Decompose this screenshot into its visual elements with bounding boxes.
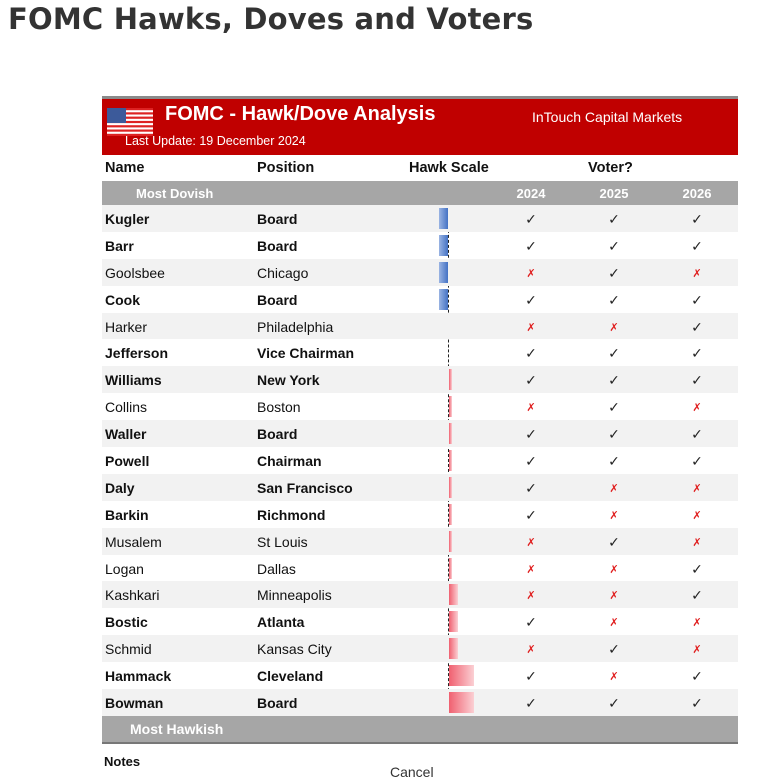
- member-position: New York: [257, 372, 320, 389]
- member-name: Kugler: [105, 211, 150, 227]
- member-position: Chairman: [257, 453, 322, 470]
- cross-icon: ✗: [526, 644, 536, 657]
- check-icon: ✓: [608, 264, 620, 281]
- cross-icon: ✗: [609, 563, 619, 576]
- hawk-bar: [449, 369, 452, 390]
- check-icon: ✓: [608, 453, 620, 470]
- dove-bar: [439, 208, 448, 229]
- cross-icon: ✗: [609, 482, 619, 495]
- check-icon: ✓: [608, 345, 620, 362]
- member-position: Kansas City: [257, 641, 332, 658]
- hawk-bar: [449, 396, 452, 417]
- last-update: Last Update: 19 December 2024: [125, 134, 306, 148]
- col-name: Name: [105, 160, 145, 176]
- check-icon: ✓: [691, 237, 703, 254]
- member-position: Board: [257, 695, 298, 712]
- cross-icon: ✗: [526, 267, 536, 280]
- table-row: [102, 447, 738, 474]
- brand-name: InTouch Capital Markets: [532, 109, 683, 125]
- cross-icon: ✗: [526, 563, 536, 576]
- member-position: Minneapolis: [257, 587, 332, 604]
- check-icon: ✓: [608, 291, 620, 308]
- table-row: [102, 689, 738, 716]
- hawk-bar: [449, 477, 452, 498]
- member-name: Logan: [105, 560, 144, 577]
- table-row: [102, 205, 738, 232]
- check-icon: ✓: [691, 560, 703, 577]
- member-name: Kashkari: [105, 587, 160, 604]
- column-headers: [102, 155, 738, 181]
- hawk-bar: [449, 665, 474, 686]
- check-icon: ✓: [608, 426, 620, 443]
- most-hawkish-label: Most Hawkish: [130, 720, 224, 737]
- year-2025: 2025: [599, 186, 629, 201]
- table-banner: [102, 96, 738, 155]
- member-position: Philadelphia: [257, 318, 334, 335]
- check-icon: ✓: [691, 453, 703, 470]
- table-row: [102, 501, 738, 528]
- check-icon: ✓: [608, 237, 620, 254]
- check-icon: ✓: [525, 372, 537, 389]
- member-name: Bowman: [105, 695, 164, 712]
- member-position: St Louis: [257, 533, 308, 550]
- member-position: Richmond: [257, 506, 326, 523]
- member-name: Hammack: [105, 668, 172, 685]
- member-position: Chicago: [257, 264, 309, 281]
- hawk-bar: [449, 692, 474, 713]
- check-icon: ✓: [525, 668, 537, 685]
- check-icon: ✓: [525, 614, 537, 631]
- table-row: [102, 366, 738, 393]
- table-row: [102, 555, 738, 582]
- table-row: [102, 393, 738, 420]
- check-icon: ✓: [525, 506, 537, 523]
- member-position: Vice Chairman: [257, 345, 355, 362]
- hawk-bar: [449, 558, 452, 579]
- member-name: Williams: [105, 372, 162, 389]
- check-icon: ✓: [691, 695, 703, 712]
- year-2026: 2026: [682, 186, 712, 201]
- cross-icon: ✗: [609, 590, 619, 603]
- check-icon: ✓: [525, 345, 537, 362]
- member-name: Daly: [105, 479, 135, 496]
- check-icon: ✓: [691, 372, 703, 389]
- cross-icon: ✗: [526, 536, 536, 549]
- us-flag-icon: [107, 108, 153, 136]
- check-icon: ✓: [608, 372, 620, 389]
- member-name: Bostic: [105, 614, 148, 631]
- cross-icon: ✗: [692, 617, 702, 630]
- table-row: [102, 232, 738, 259]
- check-icon: ✓: [525, 211, 537, 227]
- check-icon: ✓: [691, 668, 703, 685]
- cross-icon: ✗: [526, 321, 536, 334]
- hawk-bar: [449, 450, 452, 471]
- hawk-dove-table: [102, 96, 738, 769]
- cross-icon: ✗: [526, 402, 536, 415]
- cross-icon: ✗: [692, 482, 702, 495]
- table-row: [102, 420, 738, 447]
- check-icon: ✓: [608, 641, 620, 658]
- table-row: [102, 286, 738, 313]
- member-name: Musalem: [105, 533, 162, 550]
- cross-icon: ✗: [692, 644, 702, 657]
- cross-icon: ✗: [692, 267, 702, 280]
- member-name: Schmid: [105, 641, 152, 658]
- hawk-bar: [449, 423, 452, 444]
- member-rows: [102, 205, 738, 716]
- member-position: Board: [257, 291, 298, 308]
- table-row: [102, 528, 738, 555]
- check-icon: ✓: [691, 426, 703, 443]
- check-icon: ✓: [691, 345, 703, 362]
- member-position: Boston: [257, 399, 301, 416]
- check-icon: ✓: [525, 479, 537, 496]
- year-2024: 2024: [516, 186, 546, 201]
- cross-icon: ✗: [526, 590, 536, 603]
- member-name: Barr: [105, 237, 134, 254]
- most-dovish-label: Most Dovish: [136, 186, 214, 201]
- check-icon: ✓: [691, 587, 703, 604]
- cancel-text[interactable]: Cancel: [390, 764, 434, 780]
- cross-icon: ✗: [609, 321, 619, 334]
- check-icon: ✓: [608, 695, 620, 712]
- member-name: Barkin: [105, 506, 149, 523]
- check-icon: ✓: [691, 211, 703, 227]
- cross-icon: ✗: [609, 509, 619, 522]
- check-icon: ✓: [691, 291, 703, 308]
- member-name: Waller: [105, 426, 147, 443]
- col-position: Position: [257, 160, 315, 176]
- member-position: San Francisco: [257, 479, 353, 496]
- banner-title: FOMC - Hawk/Dove Analysis: [165, 103, 436, 125]
- table-row: [102, 259, 738, 286]
- cross-icon: ✗: [609, 671, 619, 684]
- page-title: FOMC Hawks, Doves and Voters: [8, 2, 534, 36]
- table-row: [102, 474, 738, 501]
- check-icon: ✓: [525, 453, 537, 470]
- check-icon: ✓: [525, 237, 537, 254]
- member-position: Atlanta: [257, 614, 305, 631]
- member-position: Board: [257, 237, 298, 254]
- hawk-bar: [449, 584, 458, 605]
- member-name: Powell: [105, 453, 150, 470]
- table-row: [102, 339, 738, 366]
- table-row: [102, 581, 738, 608]
- table-row: [102, 313, 738, 340]
- check-icon: ✓: [608, 533, 620, 550]
- member-position: Board: [257, 211, 298, 227]
- check-icon: ✓: [608, 211, 620, 227]
- member-name: Cook: [105, 291, 140, 308]
- member-name: Harker: [105, 318, 148, 335]
- member-position: Board: [257, 426, 298, 443]
- member-name: Jefferson: [105, 345, 169, 362]
- hawk-bar: [449, 504, 452, 525]
- check-icon: ✓: [608, 399, 620, 416]
- table-row: [102, 608, 738, 635]
- dove-bar: [439, 262, 448, 283]
- most-hawkish-band: [102, 716, 738, 744]
- cross-icon: ✗: [692, 402, 702, 415]
- hawk-bar: [449, 611, 458, 632]
- member-name: Goolsbee: [105, 264, 165, 281]
- member-position: Cleveland: [257, 668, 324, 685]
- member-name: Collins: [105, 399, 148, 416]
- check-icon: ✓: [525, 291, 537, 308]
- cross-icon: ✗: [692, 536, 702, 549]
- notes-label: Notes: [104, 753, 141, 769]
- check-icon: ✓: [525, 695, 537, 712]
- check-icon: ✓: [525, 426, 537, 443]
- cross-icon: ✗: [692, 509, 702, 522]
- cross-icon: ✗: [609, 617, 619, 630]
- check-icon: ✓: [691, 318, 703, 335]
- table-row: [102, 635, 738, 662]
- dove-bar: [439, 235, 448, 256]
- dove-bar: [439, 289, 448, 310]
- hawk-bar: [449, 531, 452, 552]
- most-dovish-band: [102, 181, 738, 205]
- hawk-bar: [449, 638, 458, 659]
- table-row: [102, 662, 738, 689]
- member-position: Dallas: [257, 560, 296, 577]
- col-hawk-scale: Hawk Scale: [409, 160, 489, 176]
- col-voter: Voter?: [588, 160, 633, 176]
